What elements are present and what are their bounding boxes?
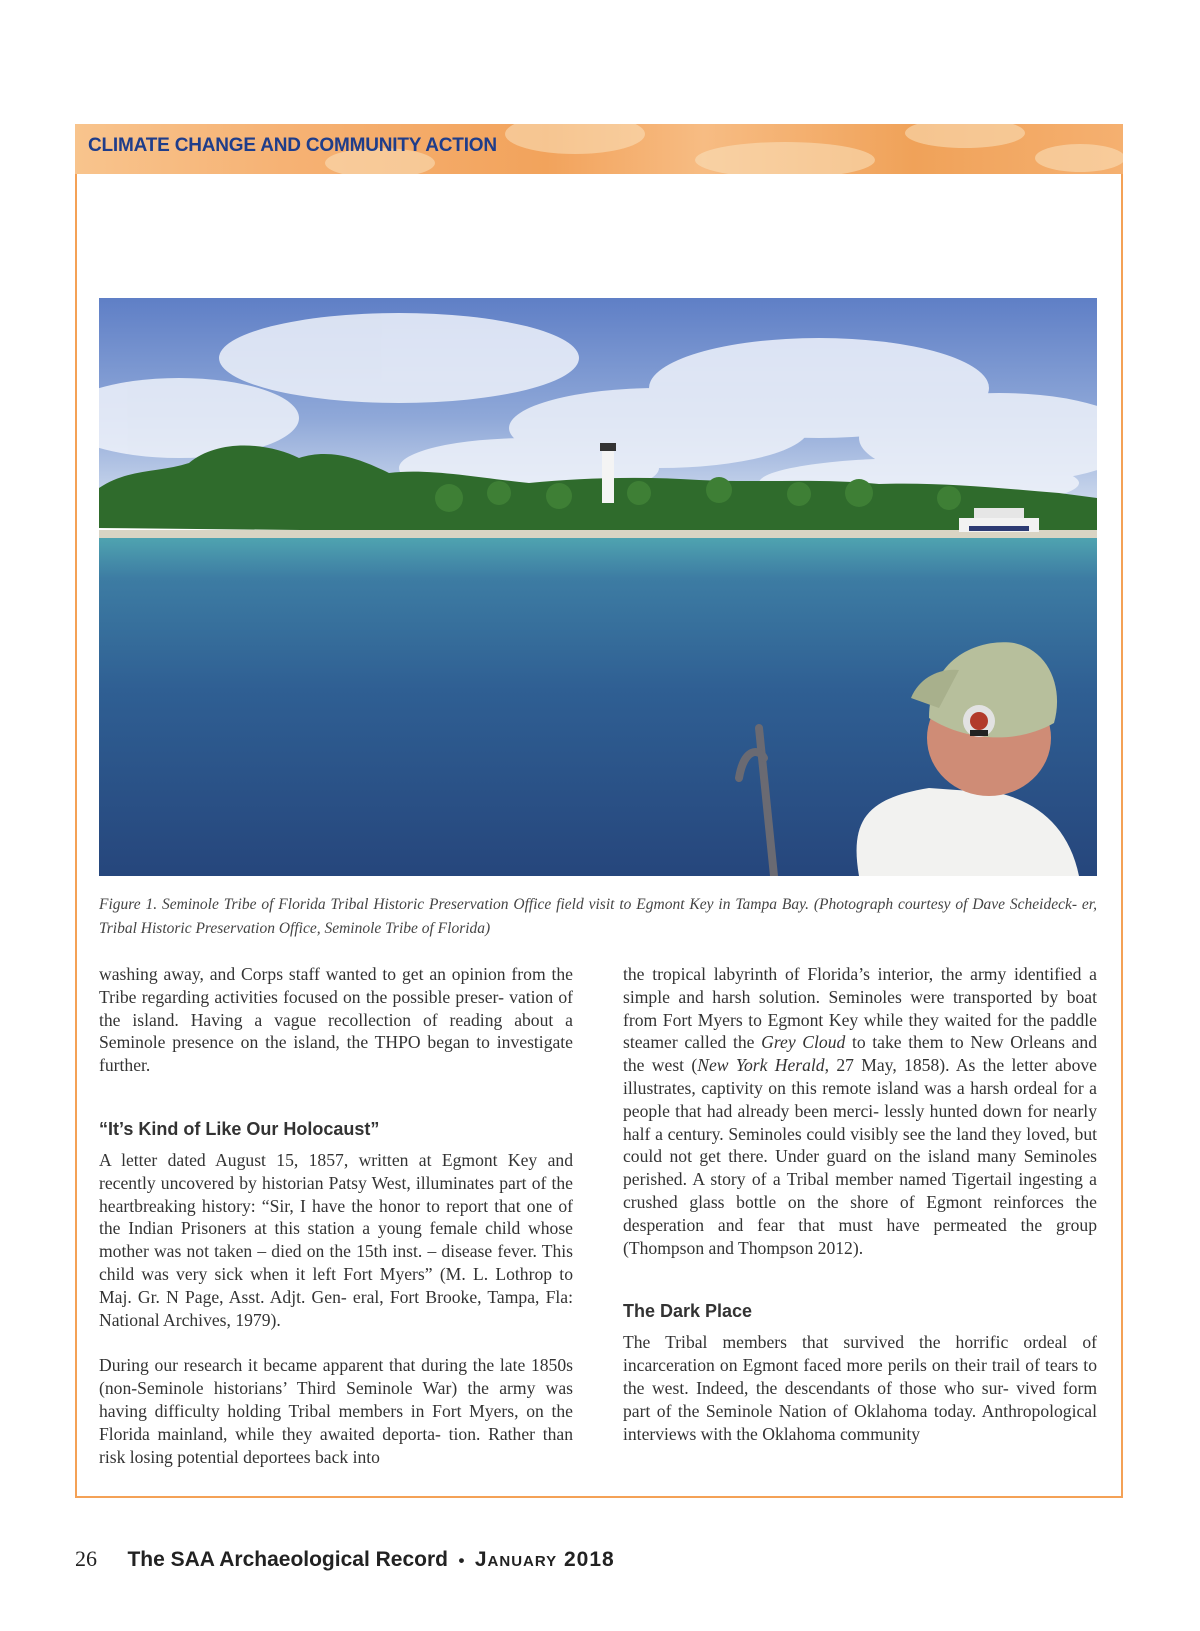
- paragraph: A letter dated August 15, 1857, written at Egmont Key and recently uncovered by historian Patsy West, illuminates part of the heartbreaking history: “Sir, I have the honor to report that one of the Indian Prisoners at this station a young female child whose mother was not taken – died on the 15th inst. – disease fever. This child was very sick when it left Fort Myers” (M. L. Lothrop to Maj. Gr. N Page, Asst. Adjt. Gen- eral, Fort Brooke, Tampa, Fla: National Archives, 1979).: [99, 1149, 573, 1330]
- bullet-separator: •: [458, 1551, 465, 1570]
- figure-caption: Figure 1. Seminole Tribe of Florida Tribal Historic Preservation Office field visit to Egmont Key in Tampa Bay. (Photograph courtesy of Dave Scheideck- er, Tribal Historic Preservation Office, Seminole Tribe of Florida): [99, 896, 1097, 937]
- paragraph: During our research it became apparent that during the late 1850s (non-Seminole historians’ Third Seminole War) the army was having difficulty holding Tribal members in Fort Myers, on the Florida mainland, while they awaited deporta- tion. Rather than risk losing potential deportees back into: [99, 1355, 573, 1467]
- page-number: 26: [75, 1546, 97, 1571]
- right-column: [623, 963, 1097, 1445]
- section-heading: The Dark Place: [623, 1301, 753, 1322]
- beach: [99, 530, 1097, 538]
- paragraph: The Tribal members that survived the horrific ordeal of incarceration on Egmont faced more perils on their trail of tears to the west. Indeed, the descendants of those who sur- vived form part of the Seminole Nation of Oklahoma today. Anthropological interviews with the Oklahoma community: [623, 1332, 1097, 1444]
- issue-date: January 2018: [474, 1548, 615, 1571]
- publication-name: The SAA Archaeological Record: [127, 1548, 448, 1571]
- italic-text: Grey Cloud: [761, 1032, 846, 1053]
- section-banner: [75, 124, 1123, 174]
- text-run: , 27 May, 1858). As the letter above illustrates, captivity on this remote island was a harsh ordeal for a people that had already been merci- lessly hunted down for nearly half a century. Seminoles could visibly see the land they loved, but could not get there. Under guard on the island many Seminoles perished. A story of a Tribal member named Tigertail ingesting a crushed glass bottle on the shore of Egmont reinforces the desperation and fear that must have permeated the group (Thompson and Thompson 2012).: [623, 1055, 1097, 1258]
- paragraph: washing away, and Corps staff wanted to get an opinion from the Tribe regarding activities focused on the possible preser- vation of the island. Having a vague recollection of reading about a Seminole presence on the island, the THPO began to investigate further.: [99, 964, 573, 1076]
- italic-text: New York Herald: [697, 1055, 825, 1076]
- text-run: to take them to New Orleans and the west (: [623, 1032, 1097, 1076]
- page-footer: [75, 1546, 615, 1572]
- lighthouse: [600, 443, 616, 503]
- egmont-key-photo: [99, 298, 1097, 876]
- text-run: the tropical labyrinth of Florida’s interior, the army identified a simple and harsh solution. Seminoles were transported by boat from Fort Myers to Egmont Key while they waited for the paddle steamer called the: [623, 964, 1097, 1053]
- left-column: [99, 963, 573, 1468]
- section-heading: “It’s Kind of Like Our Holocaust”: [99, 1118, 380, 1139]
- section-title: CLIMATE CHANGE AND COMMUNITY ACTION: [88, 135, 497, 156]
- paragraph: [623, 963, 1097, 1259]
